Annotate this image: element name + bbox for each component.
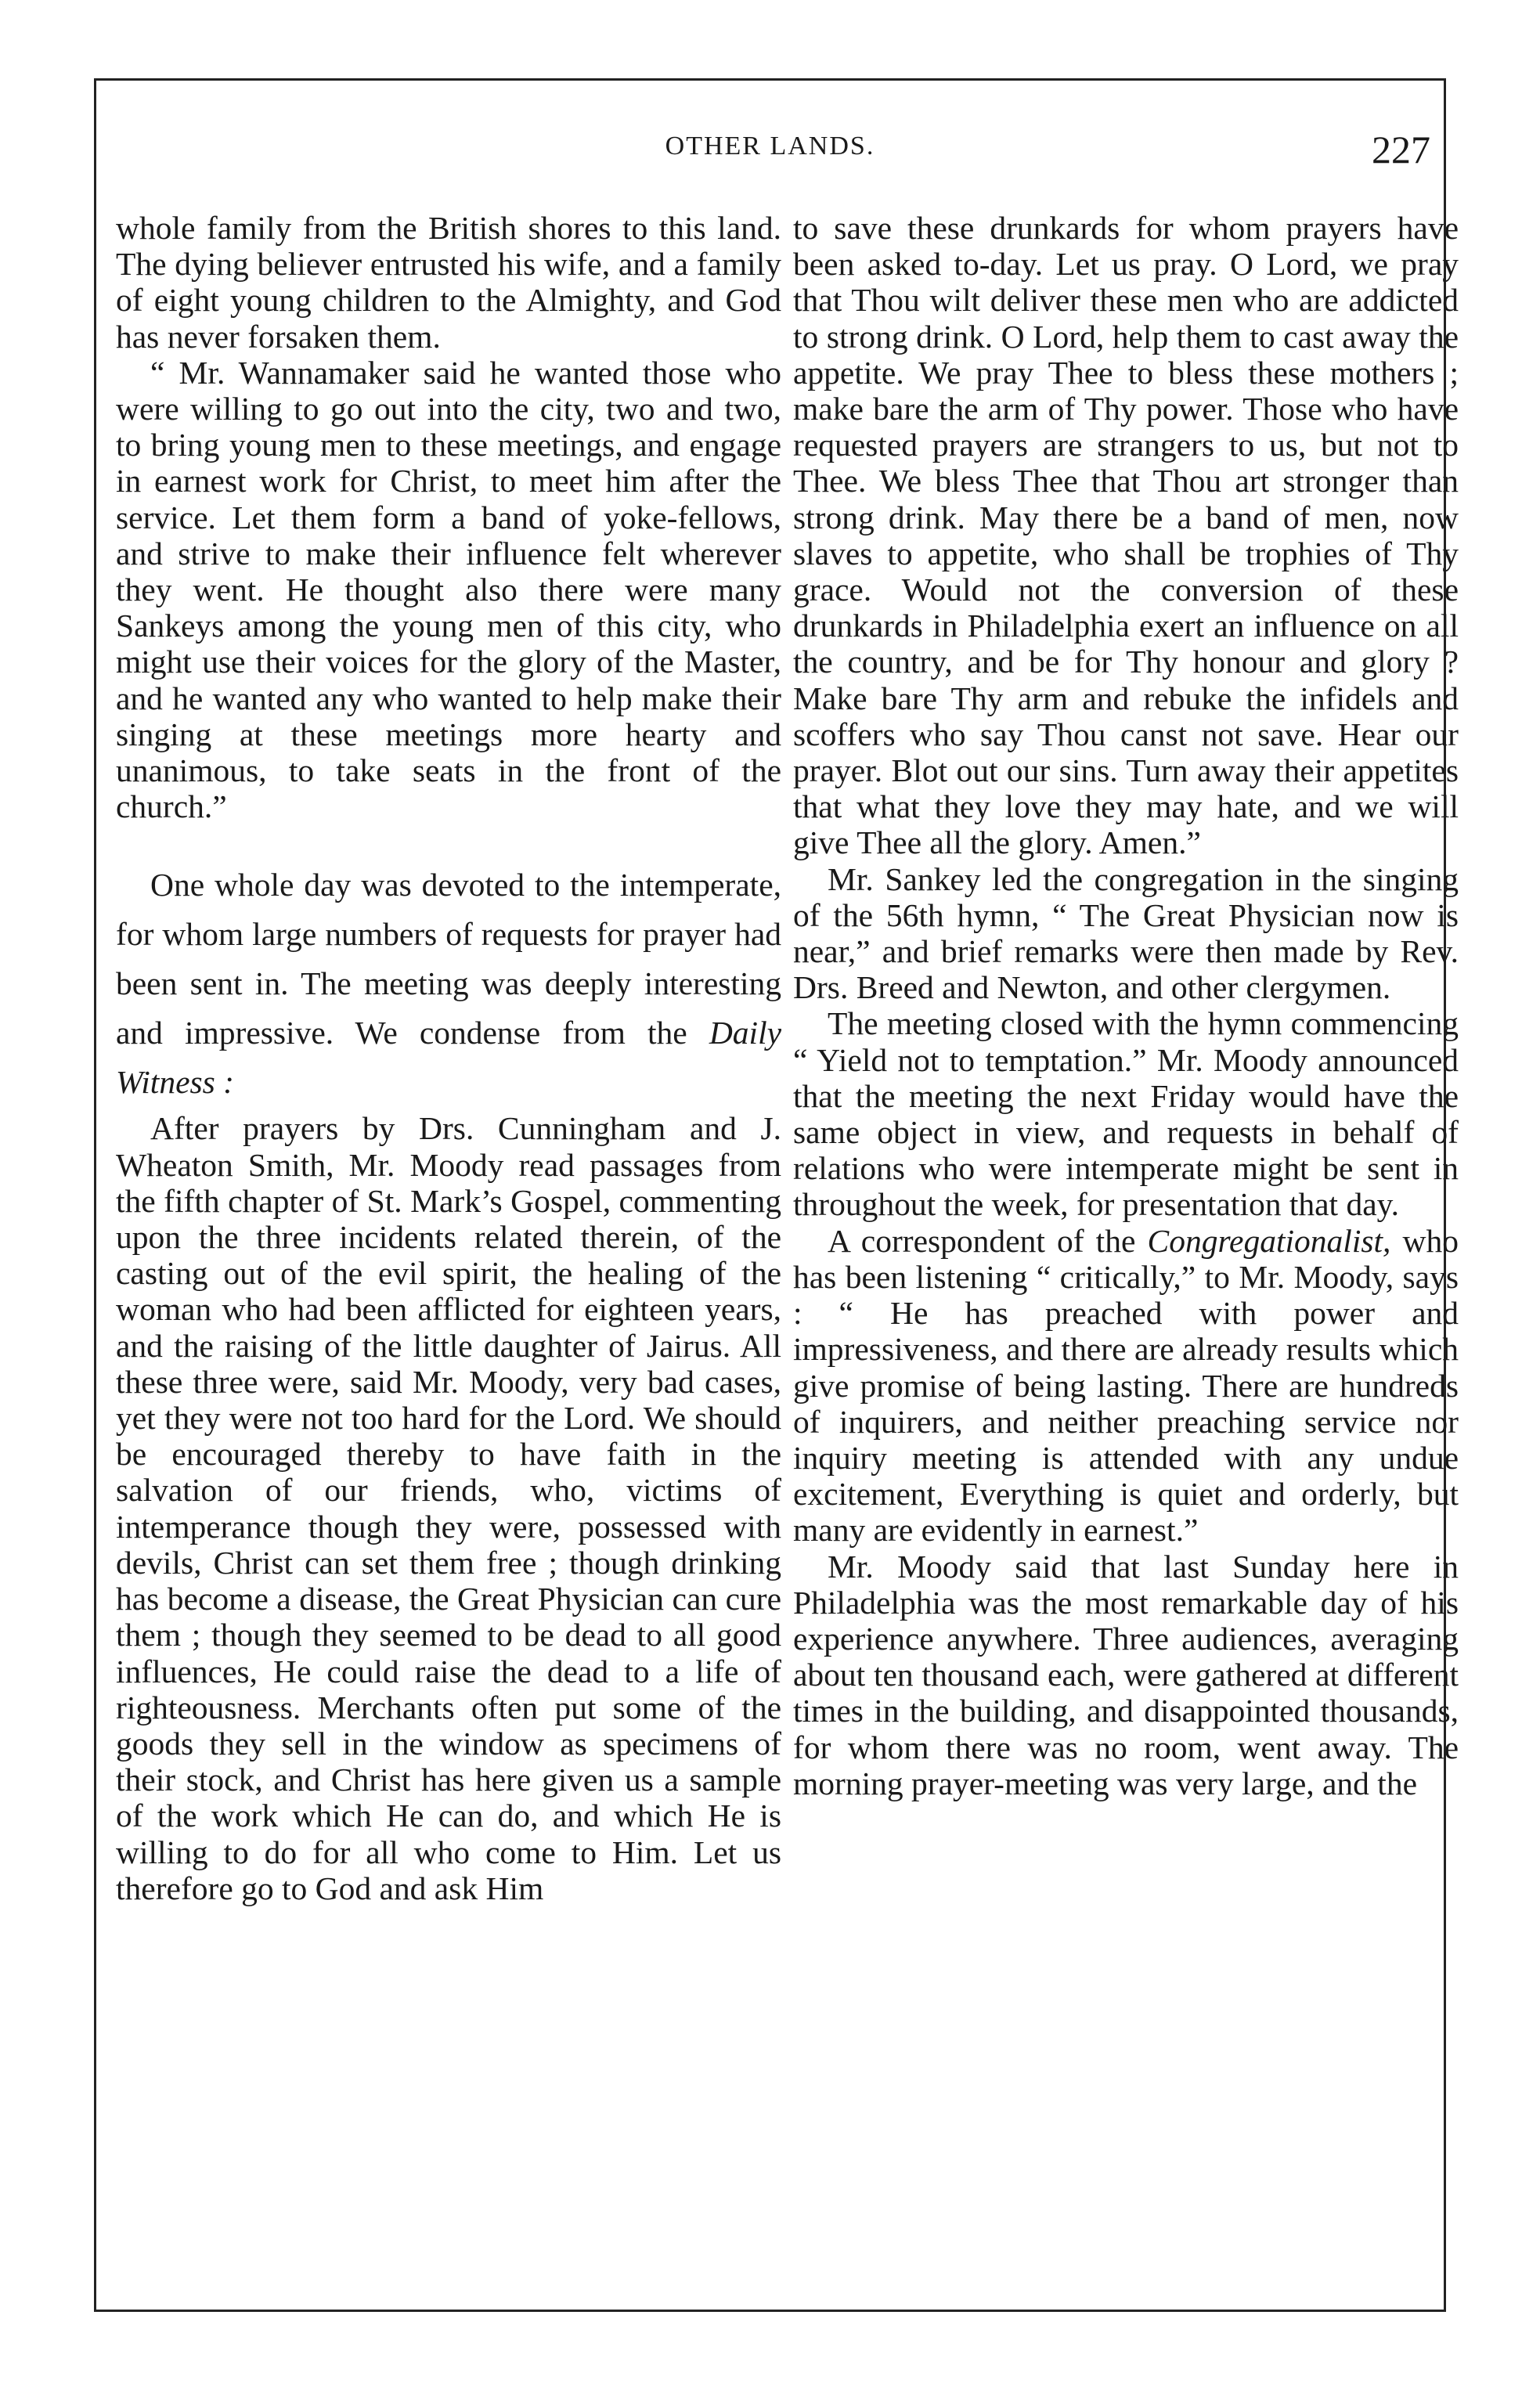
left-border-rule	[94, 78, 96, 2310]
correspondent-intro: A correspondent of the	[828, 1222, 1136, 1259]
running-head: OTHER LANDS.	[665, 132, 875, 160]
congregationalist-title: Congregationalist,	[1147, 1222, 1391, 1259]
right-paragraph-5: Mr. Moody said that last Sunday here in Philadelphia was the most remarkable day of his experience anywhere. Three audiences, averaging about ten thousand each, were gathered at different times in the building, and disappointed thousands, for whom there was no room, went away. The morning prayer-meeting was very large, and the	[793, 1548, 1459, 1801]
right-column	[793, 210, 1459, 1801]
right-paragraph-1: to save these drunkards for whom prayers have been asked to-day. Let us pray. O Lord, we pray that Thou wilt deliver these men who are addicted to strong drink. O Lord, help them to cast away the appetite. We pray Thee to bless these mothers ; make bare the arm of Thy power. Those who have requested prayers are strangers to us, but not to Thee. We bless Thee that Thou art stronger than strong drink. May there be a band of men, now slaves to appetite, who shall be trophies of Thy grace. Would not the conversion of these drunkards in Philadelphia exert an influence on all the country, and be for Thy honour and glory ? Make bare Thy arm and rebuke the infidels and scoffers who say Thou canst not save. Hear our prayer. Blot out our sins. Turn away their appetites that what they love they may hate, and we will give Thee all the glory. Amen.”	[793, 210, 1459, 861]
top-border-rule	[94, 78, 1446, 81]
left-column	[116, 210, 781, 1906]
daily-witness-source: Daily Witness :	[116, 1015, 782, 1101]
page-header	[110, 128, 1430, 175]
left-paragraph-1: whole family from the British shores to this land. The dying believer entrusted his wife, and a family of eight young children to the Almighty, and God has never forsaken them.	[116, 210, 781, 355]
correspondent-quote: who has been listening “ critically,” to Mr. Moody, says : “ He has preached with power and impressiveness, and there are already results which give promise of being lasting. There are hundreds of inquirers, and neither preaching service nor inquiry meeting is attended with any undue excitement, Everything is quiet and orderly, but many are evidently in earnest.”	[793, 1222, 1459, 1549]
left-paragraph-3	[116, 860, 781, 1107]
bottom-border-rule	[94, 2310, 1446, 2312]
right-paragraph-4	[793, 1223, 1459, 1549]
left-paragraph-4: After prayers by Drs. Cunningham and J. Wheaton Smith, Mr. Moody read passages from the fifth chapter of St. Mark’s Gospel, commenting upon the three incidents related therein, of the casting out of the evil spirit, the healing of the woman who had been afflicted for eighteen years, and the raising of the little daughter of Jairus. All these three were, said Mr. Moody, very bad cases, yet they were not too hard for the Lord. We should be encouraged thereby to have faith in the salvation of our friends, who, victims of intemperance though they were, possessed with devils, Christ can set them free ; though drinking has become a disease, the Great Physician can cure them ; though they seemed to be dead to all good influences, He could raise the dead to a life of righteousness. Merchants often put some of the goods they sell in the window as specimens of their stock, and Christ has here given us a sample of the work which He can do, and which He is willing to do for all who come to Him. Let us therefore go to God and ask Him	[116, 1110, 781, 1906]
left-paragraph-2: “ Mr. Wannamaker said he wanted those who were willing to go out into the city, two and two, to bring young men to these meetings, and engage in earnest work for Christ, to meet him after the service. Let them form a band of yoke-fellows, and strive to make their influence felt wherever they went. He thought also there were many Sankeys among the young men of this city, who might use their voices for the glory of the Master, and he wanted any who wanted to help make their singing at these meetings more hearty and unanimous, to take seats in the front of the church.”	[116, 354, 781, 825]
page-number: 227	[1372, 128, 1430, 171]
right-paragraph-3: The meeting closed with the hymn commencing “ Yield not to temptation.” Mr. Moody announced that the meeting the next Friday would have the same object in view, and requests in behalf of relations who were intemperate might be sent in throughout the week, for presentation that day.	[793, 1005, 1459, 1223]
right-paragraph-2: Mr. Sankey led the congregation in the singing of the 56th hymn, “ The Great Physician now is near,” and brief remarks were then made by Rev. Drs. Breed and Newton, and other clergymen.	[793, 860, 1459, 1006]
intemperate-day-text: One whole day was devoted to the intemperate, for whom large numbers of requests for prayer had been sent in. The meeting was deeply interesting and impressive. We condense from the	[116, 867, 781, 1051]
